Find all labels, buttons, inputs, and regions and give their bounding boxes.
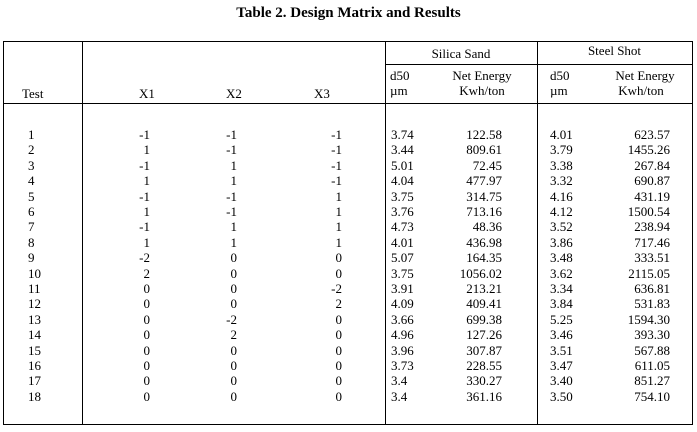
- silica-net-energy-cell: 713.16: [466, 204, 502, 219]
- x1-cell: 1: [143, 173, 150, 189]
- x1-cell: 0: [143, 281, 150, 296]
- silica-net-energy-cell: 699.38: [466, 311, 502, 327]
- column-divider: [82, 42, 83, 424]
- steel-d50-cell: 4.16: [550, 188, 573, 204]
- test-number-cell: 18: [28, 388, 41, 404]
- steel-net-energy-cell: 754.10: [634, 388, 670, 404]
- silica-d50-cell: 3.75: [391, 188, 414, 204]
- x2-cell: 0: [230, 373, 237, 389]
- x1-cell: 0: [143, 373, 150, 389]
- steel-net-energy-cell: 611.05: [634, 358, 670, 373]
- steel-um-header: µm: [550, 83, 568, 98]
- steel-d50-cell: 3.34: [550, 281, 573, 296]
- steel-net-energy-cell: 567.88: [634, 342, 670, 358]
- silica-d50-cell: 3.73: [391, 358, 414, 373]
- x2-cell: 0: [230, 358, 237, 373]
- steel-d50-cell: 5.25: [550, 311, 573, 327]
- steel-d50-cell: 3.52: [550, 219, 573, 235]
- test-number-cell: 9: [28, 250, 35, 266]
- x1-cell: -1: [139, 157, 150, 173]
- x1-cell: -1: [139, 127, 150, 142]
- test-number-cell: 11: [28, 281, 41, 296]
- silica-d50-cell: 3.76: [391, 204, 414, 219]
- x1-header: X1: [139, 86, 155, 101]
- silica-net-energy-cell: 48.36: [472, 219, 502, 235]
- steel-net-energy-cell: 1455.26: [627, 142, 670, 158]
- x1-cell: 1: [143, 142, 150, 158]
- test-number-cell: 8: [28, 234, 35, 250]
- silica-d50-cell: 3.74: [391, 127, 414, 142]
- test-number-cell: 1: [28, 127, 35, 142]
- x2-cell: 1: [230, 157, 237, 173]
- x3-cell: 1: [335, 234, 342, 250]
- x1-cell: -1: [139, 219, 150, 235]
- test-number-cell: 16: [28, 358, 41, 373]
- silica-net-energy-cell: 477.97: [466, 173, 502, 189]
- silica-d50-cell: 4.01: [391, 234, 414, 250]
- test-number-cell: 4: [28, 173, 35, 189]
- x1-cell: 0: [143, 327, 150, 343]
- x2-cell: 0: [230, 388, 237, 404]
- steel-d50-cell: 4.01: [550, 127, 573, 142]
- x2-cell: -1: [226, 127, 237, 142]
- x2-cell: -2: [226, 311, 237, 327]
- steel-net-energy-cell: 333.51: [634, 250, 670, 266]
- silica-net-energy-cell: 314.75: [466, 188, 502, 204]
- test-number-cell: 13: [28, 311, 41, 327]
- silica-net-energy-cell: 213.21: [466, 281, 502, 296]
- steel-net-energy-cell: 690.87: [634, 173, 670, 189]
- silica-d50-cell: 4.09: [391, 296, 414, 312]
- test-number-cell: 5: [28, 188, 35, 204]
- silica-d50-cell: 4.73: [391, 219, 414, 235]
- silica-d50-cell: 4.04: [391, 173, 414, 189]
- x2-cell: -1: [226, 204, 237, 219]
- silica-net-energy-cell: 307.87: [466, 342, 502, 358]
- x3-cell: -1: [331, 127, 342, 142]
- header-rule: [4, 103, 692, 104]
- x1-cell: 0: [143, 388, 150, 404]
- silica-net-energy-cell: 164.35: [466, 250, 502, 266]
- steel-d50-cell: 3.48: [550, 250, 573, 266]
- x3-cell: 0: [335, 388, 342, 404]
- x1-cell: 0: [143, 311, 150, 327]
- silica-d50-cell: 3.91: [391, 281, 414, 296]
- steel-d50-cell: 3.84: [550, 296, 573, 312]
- silica-kwh-ton-header: Kwh/ton: [459, 83, 505, 98]
- table-title: Table 2. Design Matrix and Results: [236, 5, 461, 21]
- steel-d50-cell: 3.50: [550, 388, 573, 404]
- silica-net-energy-cell: 127.26: [466, 327, 502, 343]
- x3-cell: 1: [335, 188, 342, 204]
- x2-cell: -1: [226, 142, 237, 158]
- steel-shot-header: Steel Shot: [587, 43, 642, 58]
- x2-cell: 1: [230, 173, 237, 189]
- silica-net-energy-cell: 1056.02: [459, 265, 502, 281]
- test-number-cell: 2: [28, 142, 35, 158]
- silica-d50-cell: 3.4: [391, 373, 408, 389]
- x2-cell: 1: [230, 234, 237, 250]
- steel-net-energy-cell: 1500.54: [627, 204, 670, 219]
- silica-net-energy-cell: 72.45: [472, 157, 502, 173]
- steel-d50-cell: 4.12: [550, 204, 573, 219]
- x3-cell: -1: [331, 157, 342, 173]
- test-number-cell: 12: [28, 296, 41, 312]
- test-number-cell: 10: [28, 265, 41, 281]
- silica-d50-header: d50: [390, 68, 410, 83]
- silica-d50-cell: 3.96: [391, 342, 414, 358]
- x2-cell: 0: [230, 342, 237, 358]
- x1-cell: 1: [143, 204, 150, 219]
- x1-cell: 1: [143, 234, 150, 250]
- steel-net-energy-cell: 717.46: [634, 234, 670, 250]
- test-number-cell: 15: [28, 342, 41, 358]
- steel-net-energy-cell: 636.81: [634, 281, 670, 296]
- x1-cell: 0: [143, 342, 150, 358]
- steel-net-energy-cell: 531.83: [634, 296, 670, 312]
- x3-header: X3: [314, 86, 330, 101]
- steel-net-energy-cell: 238.94: [634, 219, 670, 235]
- steel-net-energy-cell: 2115.05: [628, 265, 670, 281]
- steel-net-energy-cell: 623.57: [634, 127, 670, 142]
- x1-cell: 2: [143, 265, 150, 281]
- x2-cell: 0: [230, 265, 237, 281]
- test-number-cell: 14: [28, 327, 41, 343]
- x3-cell: 0: [335, 311, 342, 327]
- silica-net-energy-cell: 809.61: [466, 142, 502, 158]
- silica-sand-header: Silica Sand: [431, 46, 491, 61]
- test-number-cell: 3: [28, 157, 35, 173]
- steel-d50-header: d50: [550, 68, 570, 83]
- silica-net-energy-cell: 361.16: [466, 388, 502, 404]
- steel-d50-cell: 3.40: [550, 373, 573, 389]
- steel-d50-cell: 3.47: [550, 358, 573, 373]
- steel-d50-cell: 3.32: [550, 173, 573, 189]
- silica-d50-cell: 5.01: [391, 157, 414, 173]
- steel-net-energy-cell: 431.19: [634, 188, 670, 204]
- x1-cell: 0: [143, 296, 150, 312]
- x3-cell: -1: [331, 173, 342, 189]
- silica-net-energy-cell: 330.27: [466, 373, 502, 389]
- steel-net-energy-cell: 851.27: [634, 373, 670, 389]
- steel-d50-cell: 3.38: [550, 157, 573, 173]
- test-number-cell: 17: [28, 373, 41, 389]
- x1-cell: -2: [139, 250, 150, 266]
- steel-net-energy-cell: 393.30: [634, 327, 670, 343]
- steel-net-energy-cell: 267.84: [634, 157, 670, 173]
- column-divider: [385, 42, 386, 424]
- group-header-rule: [385, 64, 692, 65]
- x3-cell: 0: [335, 358, 342, 373]
- test-number-cell: 7: [28, 219, 35, 235]
- steel-d50-cell: 3.79: [550, 142, 573, 158]
- silica-net-energy-header: Net Energy: [452, 68, 512, 83]
- x2-cell: 1: [230, 219, 237, 235]
- x1-cell: -1: [139, 188, 150, 204]
- x2-cell: 0: [230, 250, 237, 266]
- x2-cell: 2: [230, 327, 237, 343]
- silica-d50-cell: 4.96: [391, 327, 414, 343]
- silica-d50-cell: 5.07: [391, 250, 414, 266]
- x3-cell: -1: [331, 142, 342, 158]
- steel-d50-cell: 3.62: [550, 265, 573, 281]
- x3-cell: 0: [335, 373, 342, 389]
- test-header: Test: [22, 86, 44, 101]
- x3-cell: 2: [335, 296, 342, 312]
- silica-net-energy-cell: 409.41: [466, 296, 502, 312]
- x3-cell: 0: [335, 250, 342, 266]
- silica-d50-cell: 3.44: [391, 142, 414, 158]
- silica-d50-cell: 3.75: [391, 265, 414, 281]
- silica-net-energy-cell: 122.58: [466, 127, 502, 142]
- x2-cell: 0: [230, 281, 237, 296]
- x3-cell: 0: [335, 265, 342, 281]
- silica-net-energy-cell: 228.55: [466, 358, 502, 373]
- x3-cell: 0: [335, 327, 342, 343]
- silica-d50-cell: 3.4: [391, 388, 408, 404]
- x2-cell: -1: [226, 188, 237, 204]
- x3-cell: 0: [335, 342, 342, 358]
- steel-d50-cell: 3.86: [550, 234, 573, 250]
- x2-cell: 0: [230, 296, 237, 312]
- x3-cell: 1: [335, 219, 342, 235]
- column-divider: [537, 42, 538, 424]
- x1-cell: 0: [143, 358, 150, 373]
- steel-net-energy-cell: 1594.30: [627, 311, 670, 327]
- steel-d50-cell: 3.46: [550, 327, 573, 343]
- steel-d50-cell: 3.51: [550, 342, 573, 358]
- silica-um-header: µm: [390, 83, 408, 98]
- test-number-cell: 6: [28, 204, 35, 219]
- x3-cell: -2: [331, 281, 342, 296]
- steel-kwh-ton-header: Kwh/ton: [618, 83, 664, 98]
- steel-net-energy-header: Net Energy: [615, 68, 675, 83]
- silica-net-energy-cell: 436.98: [466, 234, 502, 250]
- x3-cell: 1: [335, 204, 342, 219]
- x2-header: X2: [226, 86, 242, 101]
- design-matrix-table: [3, 41, 693, 425]
- silica-d50-cell: 3.66: [391, 311, 414, 327]
